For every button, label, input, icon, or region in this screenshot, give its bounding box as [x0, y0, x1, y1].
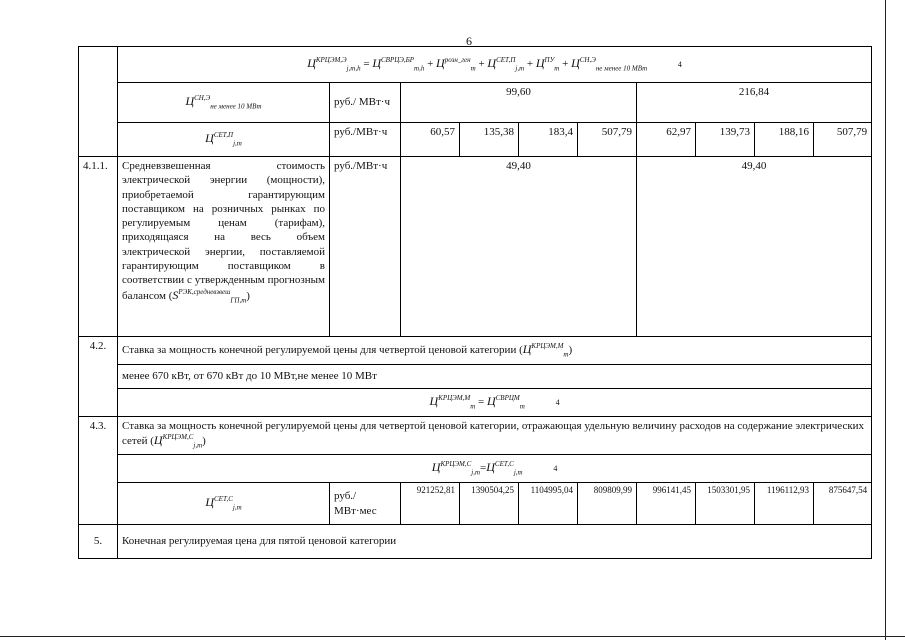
set-c-label: $Ц^{СЕТ,С}_{j,m}$: [118, 483, 330, 525]
set-c-value: 809809,99: [578, 483, 637, 525]
row-411-value-b: 49,40: [637, 157, 872, 337]
set-c-value: 1503301,95: [696, 483, 755, 525]
set-p-value: 507,79: [814, 123, 872, 157]
row-43-formula: $Ц^{КРЦЭМ,С}_{j,m}=Ц^{СЕТ,С}_{j,m}$ 4: [118, 455, 872, 483]
set-p-unit: руб./МВт·ч: [330, 123, 401, 157]
page-frame-bottom: [0, 636, 905, 637]
row-42-subheading: менее 670 кВт, от 670 кВт до 10 МВт,не менее 10 МВт: [118, 365, 872, 389]
set-p-value: 139,73: [696, 123, 755, 157]
row-411-value-a: 49,40: [401, 157, 637, 337]
set-c-value: 1104995,04: [519, 483, 578, 525]
row-number-cell: [79, 47, 118, 157]
footnote-marker: 4: [677, 59, 682, 69]
set-p-value: 507,79: [578, 123, 637, 157]
sn-value-a: 99,60: [401, 83, 637, 123]
row-number: 5.: [79, 525, 118, 559]
row-number: 4.1.1.: [79, 157, 118, 337]
row-number: 4.3.: [79, 417, 118, 525]
set-c-value: 1196112,93: [755, 483, 814, 525]
table-row: [79, 47, 872, 83]
row-number: 4.2.: [79, 337, 118, 417]
set-p-value: 60,57: [401, 123, 460, 157]
sn-value-b: 216,84: [637, 83, 872, 123]
row-5-description: Конечная регулируемая цена для пятой ценовой категории: [118, 525, 872, 559]
set-c-value: 921252,81: [401, 483, 460, 525]
table-row: [79, 365, 872, 389]
table-row: [79, 525, 872, 559]
table-row: [79, 157, 872, 337]
tariff-table: [78, 46, 872, 559]
table-row: [79, 455, 872, 483]
row-411-description: Средневзвешенная стоимость электрической энергии (мощности), приобретаемой гарантирующим поставщиком на розничных рынках по регулируемым ценам (тарифам), приходящаяся на весь объем электрической энергии, поставляемой гарантирующим поставщиком в соответствии с утвержденным прогнозным балансом $(S^{РЭК,средневзвеш}_{ГП,m})$: [118, 157, 330, 337]
set-c-value: 996141,45: [637, 483, 696, 525]
table-row: [79, 337, 872, 365]
row-42-formula: $Ц^{КРЦЭМ,М}_m = Ц^{СВРЦМ}_m$ 4: [118, 389, 872, 417]
formula-main: $Ц^{КРЦЭМ,Э}_{j,m,h} = Ц^{СВРЦЭ,БР}_{m,h} + Ц^{розн\_ген}_m + Ц^{СЕТ,П}_{j,m} + Ц^{ПУ}_m + Ц^{СН,Э}_{не менее 10 МВт}$ 4: [118, 47, 872, 83]
sn-label: $Ц^{СН,Э}_{не менее 10 МВт}$: [118, 83, 330, 123]
row-43-description: Ставка за мощность конечной регулируемой цены для четвертой ценовой категории, отражающая удельную величину расходов на содержание электрических сетей $(Ц^{КРЦЭМ,С}_{j,m})$: [118, 417, 872, 455]
row-411-unit: руб./МВт·ч: [330, 157, 401, 337]
table-row: [79, 417, 872, 455]
row-42-description: Ставка за мощность конечной регулируемой цены для четвертой ценовой категории $(Ц^{КРЦЭМ,М}_m)$: [118, 337, 872, 365]
set-p-value: 188,16: [755, 123, 814, 157]
page-number: 6: [466, 34, 472, 48]
footnote-marker: 4: [555, 397, 560, 407]
set-c-value: 875647,54: [814, 483, 872, 525]
set-p-value: 62,97: [637, 123, 696, 157]
set-c-unit: руб./ МВт·мес: [330, 483, 401, 525]
footnote-marker: 4: [553, 463, 558, 473]
set-p-value: 183,4: [519, 123, 578, 157]
set-p-value: 135,38: [460, 123, 519, 157]
table-row: [79, 483, 872, 525]
table-row: [79, 83, 872, 123]
page-frame-right: [885, 0, 886, 640]
set-p-label: $Ц^{СЕТ,П}_{j,m}$: [118, 123, 330, 157]
table-row: [79, 123, 872, 157]
set-c-value: 1390504,25: [460, 483, 519, 525]
table-row: [79, 389, 872, 417]
sn-unit: руб./ МВт·ч: [330, 83, 401, 123]
